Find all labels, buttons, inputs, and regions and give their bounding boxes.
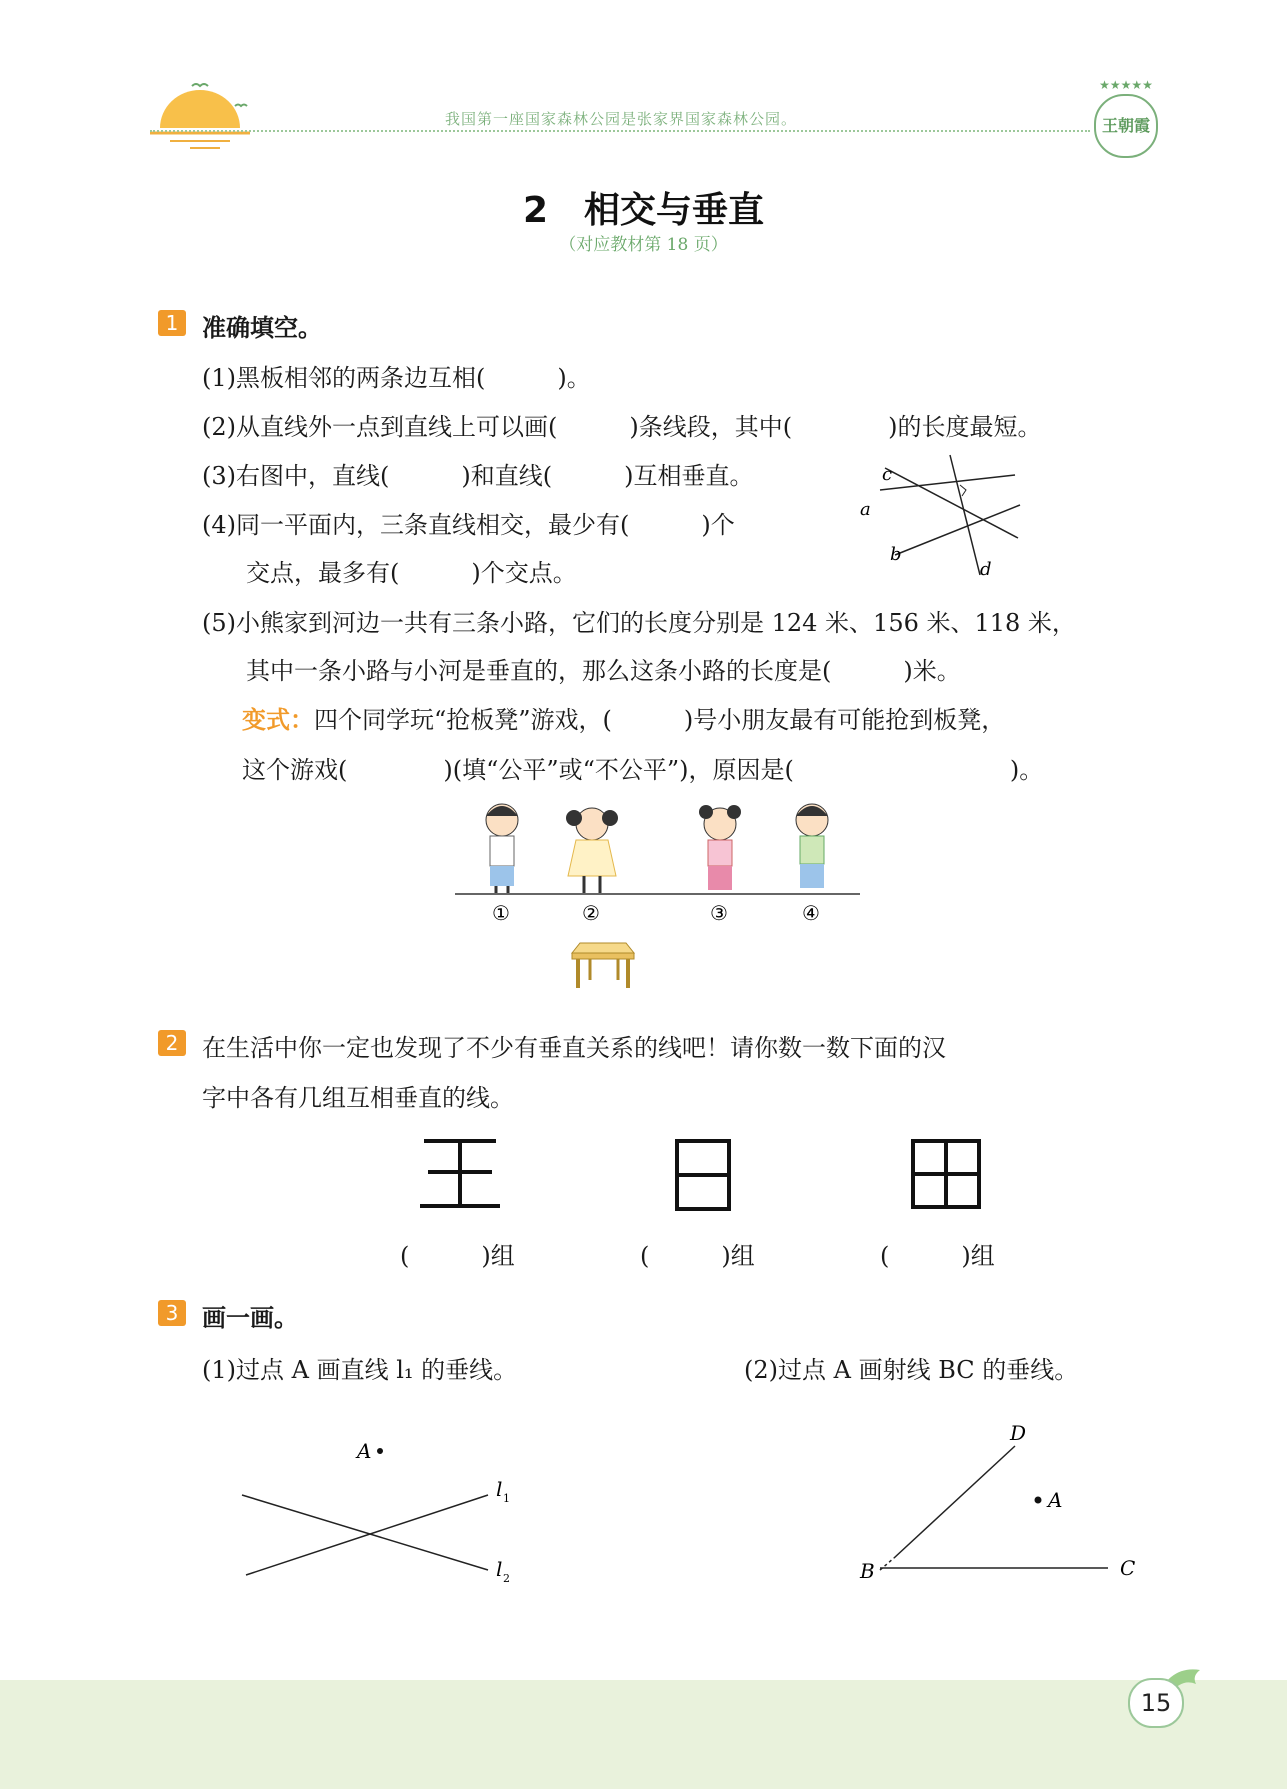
q1-variant-line-2: 这个游戏( )(填“公平”或“不公平”)，原因是( )。: [242, 756, 1044, 784]
char-tian-figure: [910, 1138, 982, 1210]
line-l1-label: l: [496, 1477, 503, 1501]
kid-label-3: ③: [710, 901, 728, 925]
crossing-lines-figure: [230, 1430, 530, 1590]
point-a-label: A: [357, 1439, 372, 1463]
sun-decoration: [150, 78, 260, 153]
kid-label-2: ②: [582, 901, 600, 925]
label-c: c: [882, 464, 893, 485]
q1-line-1: (1)黑板相邻的两条边互相( )。: [202, 364, 591, 392]
point-d-label: D: [1010, 1421, 1027, 1445]
q2-line-1: 在生活中你一定也发现了不少有垂直关系的线吧！请你数一数下面的汉: [202, 1034, 946, 1062]
header-divider: [150, 130, 1090, 132]
point-a2-label: A: [1048, 1488, 1063, 1512]
kid-1: [486, 804, 518, 893]
kid-label-4: ④: [802, 901, 820, 925]
page-title: 2 相交与垂直: [522, 190, 765, 231]
char-ri-figure: [674, 1138, 732, 1212]
tian-answer: ( )组: [880, 1242, 995, 1270]
brand-logo: [1090, 78, 1162, 160]
line-l1-subscript: 1: [503, 1492, 510, 1505]
line-l2-label: l: [496, 1557, 503, 1581]
q1-line-3: (3)右图中，直线( )和直线( )互相垂直。: [202, 462, 754, 490]
question-1-title: 准确填空。: [202, 314, 322, 342]
label-a: a: [860, 499, 871, 520]
question-3-title: 画一画。: [202, 1304, 298, 1332]
kid-4: [796, 804, 828, 888]
label-b: b: [890, 544, 902, 565]
q3-part-2: (2)过点 A 画射线 BC 的垂线。: [744, 1356, 1079, 1384]
variant-text-1: 四个同学玩“抢板凳”游戏，( )号小朋友最有可能抢到板凳，: [314, 706, 1006, 734]
label-d: d: [980, 559, 992, 580]
point-b-label: B: [860, 1559, 875, 1583]
q1-line-5: 交点，最多有( )个交点。: [246, 559, 577, 587]
kid-label-1: ①: [492, 901, 510, 925]
variant-label: 变式：: [242, 706, 314, 734]
page-number: 15: [1128, 1678, 1184, 1728]
children-game-illustration: [450, 798, 870, 1003]
kid-2: [566, 808, 618, 893]
q1-line-6: (5)小熊家到河边一共有三条小路，它们的长度分别是 124 米、156 米、118 米，: [202, 609, 1076, 637]
q2-line-2: 字中各有几组互相垂直的线。: [202, 1084, 514, 1112]
ri-answer: ( )组: [640, 1242, 755, 1270]
question-number-2: 2: [158, 1030, 186, 1056]
q1-variant-line-1: [242, 700, 1005, 735]
question-number-3: 3: [158, 1300, 186, 1326]
question-number-1: 1: [158, 310, 186, 336]
header-tagline: 我国第一座国家森林公园是张家界国家森林公园。: [445, 110, 798, 128]
q1-line-7: 其中一条小路与小河是垂直的，那么这条小路的长度是( )米。: [246, 657, 961, 685]
wang-answer: ( )组: [400, 1242, 515, 1270]
logo-text: 王朝霞: [1094, 94, 1158, 158]
line-l2-subscript: 2: [503, 1572, 510, 1585]
stool-icon: [572, 943, 634, 988]
footer-band: [0, 1680, 1287, 1789]
logo-stars: ★★★★★: [1099, 78, 1153, 92]
page-subtitle: （对应教材第 18 页）: [559, 235, 728, 255]
q1-line-4: (4)同一平面内，三条直线相交，最少有( )个: [202, 511, 735, 539]
intersecting-lines-figure: [850, 450, 1030, 585]
q1-line-2: (2)从直线外一点到直线上可以画( )条线段，其中( )的长度最短。: [202, 413, 1042, 441]
q3-part-1: (1)过点 A 画直线 l₁ 的垂线。: [202, 1356, 518, 1384]
point-c-label: C: [1120, 1556, 1136, 1580]
ray-angle-figure: [850, 1418, 1150, 1588]
char-wang-figure: [418, 1138, 502, 1210]
kid-3: [699, 805, 741, 890]
